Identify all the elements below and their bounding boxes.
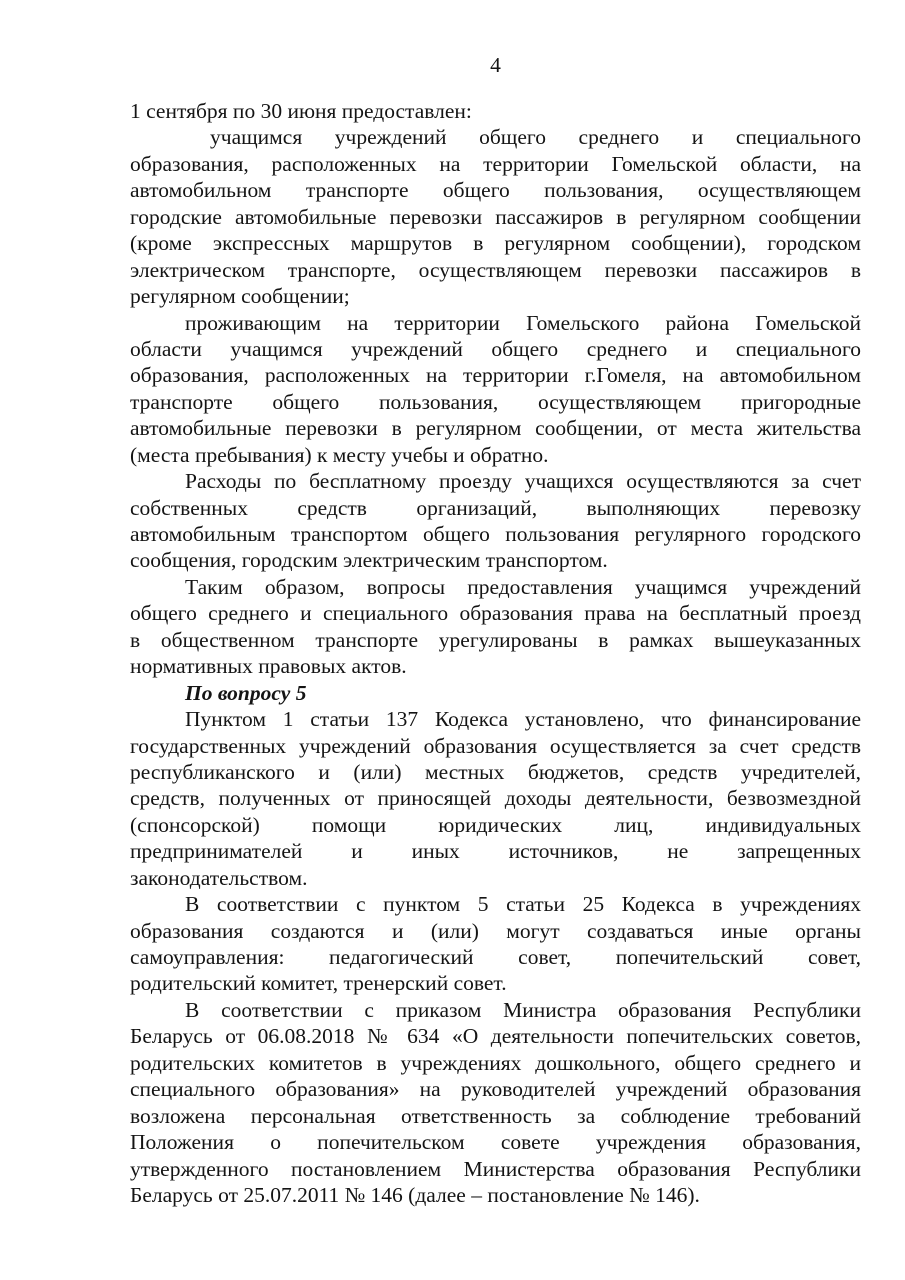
text-line: Беларусь от 06.08.2018 № 634 «О деятельности попечительских советов, [130,1024,861,1049]
text-line: республиканского и (или) местных бюджетов, средств учредителей, [130,759,861,784]
text-line: городские автомобильные перевозки пассажиров в регулярном сообщении [130,204,861,229]
text-line: самоуправления: педагогический совет, попечительский совет, [130,945,861,969]
text-line: Беларусь от 25.07.2011 № 146 (далее – постановление № 146). [130,1182,700,1207]
text-line: Пунктом 1 статьи 137 Кодекса установлено, что финансирование [185,707,861,732]
text-line: (кроме экспрессных маршрутов в регулярном сообщении), городском [130,231,861,256]
text-line: автомобильном транспорте общего пользования, осуществляющем [130,178,861,203]
text-line: образования создаются и (или) могут создаваться иные органы [130,918,861,943]
text-line: общего среднего и специального образования права на бесплатный проезд [130,601,861,626]
text-line: образования, расположенных на территории Гомельской области, на [130,151,861,176]
text-line: нормативных правовых актов. [130,654,407,679]
text-line: автомобильные перевозки в регулярном сообщении, от места жительства [130,416,861,441]
text-line: собственных средств организаций, выполняющих перевозку [130,495,861,520]
document-body-text [130,98,861,1208]
text-line: учащимся учреждений общего среднего и специального [210,125,861,150]
text-line: родительских комитетов в учреждениях дошкольного, общего среднего и [130,1050,861,1075]
text-line: регулярном сообщении; [130,284,350,309]
text-line: законодательством. [130,865,308,890]
text-line: возложена персональная ответственность за соблюдение требований [130,1103,861,1128]
text-line: родительский комитет, тренерский совет. [130,971,507,996]
text-line: В соответствии с пунктом 5 статьи 25 Кодекса в учреждениях [185,892,861,917]
text-line: транспорте общего пользования, осуществляющем пригородные [130,389,861,414]
text-line: (места пребывания) к месту учебы и обратно. [130,442,549,467]
text-line: утвержденного постановлением Министерства образования Республики [130,1156,861,1181]
text-line: специального образования» на руководителей учреждений образования [130,1077,861,1102]
text-line: в общественном транспорте урегулированы в рамках вышеуказанных [130,627,861,652]
text-line: Положения о попечительском совете учреждения образования, [130,1130,861,1155]
text-line: электрическом транспорте, осуществляющем перевозки пассажиров в [130,257,861,282]
text-line: средств, полученных от приносящей доходы деятельности, безвозмездной [130,786,861,811]
text-line: 1 сентября по 30 июня предоставлен: [130,99,472,123]
text-line: Таким образом, вопросы предоставления учащимся учреждений [185,574,861,599]
text-line: В соответствии с приказом Министра образования Республики [185,997,861,1022]
text-line: (спонсорской) помощи юридических лиц, индивидуальных [130,812,861,837]
text-line: предпринимателей и иных источников, не запрещенных [130,839,861,864]
text-line: сообщения, городским электрическим транспортом. [130,548,608,573]
page-number: 4 [490,53,501,77]
text-line: государственных учреждений образования осуществляется за счет средств [130,733,861,758]
text-line: проживающим на территории Гомельского района Гомельской [185,310,861,335]
section-heading: По вопросу 5 [185,680,307,705]
text-line: автомобильным транспортом общего пользования регулярного городского [130,522,861,546]
text-line: Расходы по бесплатному проезду учащихся осуществляются за счет [185,469,861,494]
text-line: области учащимся учреждений общего среднего и специального [130,336,861,361]
text-line: образования, расположенных на территории г.Гомеля, на автомобильном [130,363,861,388]
